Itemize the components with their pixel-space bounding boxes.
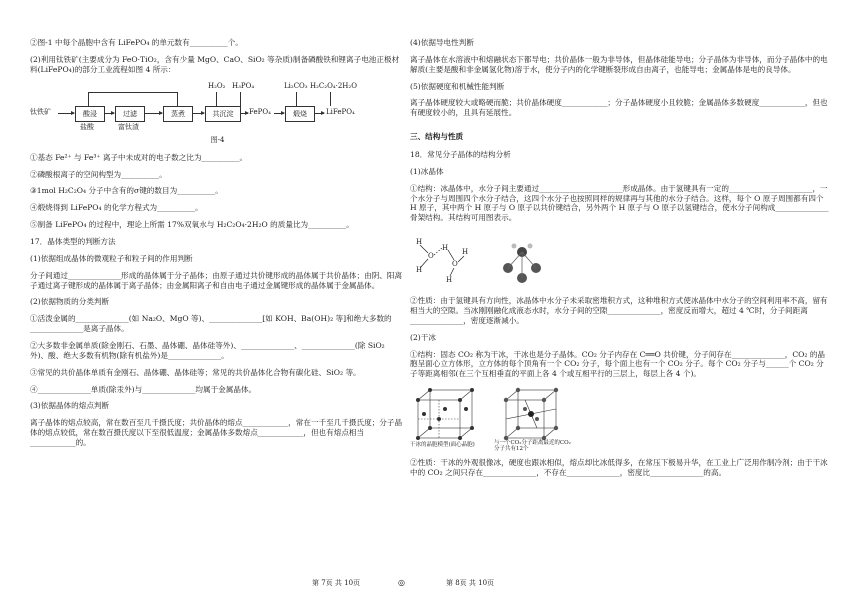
- question-16-sub-5: ⑤制备 LiFePO₄ 的过程中，理论上所需 17%双氧水与 H₂C₂O₄·2H₂O 的质量比为__________。: [30, 220, 354, 230]
- binding-mark-icon: ◎: [398, 578, 405, 587]
- svg-text:H: H: [416, 266, 423, 275]
- reagent-hcl: 盐酸: [80, 122, 94, 131]
- question-16-sub-4: ④煅烧得到 LiFePO₄ 的化学方程式为__________。: [30, 203, 203, 213]
- process-flow-diagram: [30, 82, 405, 134]
- ice-structure-figure: [410, 230, 830, 288]
- flow-end-product: LiFePO₄: [326, 107, 355, 116]
- reagent-oxalic: H₂C₂O₄·2H₂O: [310, 81, 357, 90]
- flow-feed-line: [296, 92, 297, 106]
- flow-arrow: [192, 113, 204, 114]
- question-17-part-3-text: 离子晶体的熔点较高，常在数百至几千摄氏度；共价晶体的熔点____________，常在一千至几千摄氏度；分子晶体的熔点较低，常在数百摄氏度以下至很低温度；金属晶体多数熔点____________，但也有熔点相当____________的。: [30, 418, 403, 447]
- water-hbond-diagram: [410, 230, 570, 288]
- dry-ice-caption-right: 与一个CO₂分子距离最近的CO₂分子共有12个: [494, 440, 571, 453]
- flow-step-calcine: 煅烧: [285, 106, 315, 122]
- flow-step-coprecipitate: 共沉淀: [205, 106, 241, 122]
- question-17-part-5: (5)依据硬度和机械性能判断: [410, 81, 505, 91]
- reagent-h2o2: H₂O₂: [208, 81, 226, 90]
- footer-right-page-number: 第 8页 共 10页: [446, 579, 495, 587]
- question-16-sub-1: ①基态 Fe²⁺ 与 Fe³⁺ 离子中未成对的电子数之比为__________。: [30, 152, 248, 162]
- byproduct-ti-slag: 富钛渣: [118, 122, 139, 131]
- question-18-part-2: (2)干冰: [410, 332, 436, 342]
- question-18-part-2-a: ①结构：固态 CO₂ 称为干冰，干冰也是分子晶体。CO₂ 分子内存在 C══O 共价键，分子间存在______________，CO₂ 的晶胞呈面心立方体形，立方体的每个顶角有一个 CO₂ 分子，每个面上也有一个 CO₂ 分子。每个 CO₂ 分子与______个 CO₂ 分子等距离相邻(在三个互相垂直的平面上各 4 个或互相平行的三层上，每层上各 4 个)。: [410, 349, 826, 379]
- svg-text:O: O: [428, 252, 434, 261]
- question-17-part-4: (4)依据导电性判断: [410, 38, 474, 47]
- flow-arrow: [240, 113, 248, 114]
- footer-left-page-number: 第 7页 共 10页: [312, 579, 361, 587]
- flow-arrow: [104, 113, 114, 114]
- flow-arrow: [274, 113, 284, 114]
- ice-3d-model: [503, 244, 541, 284]
- question-17-part-2: (2)依据物质的分类判断: [30, 297, 110, 307]
- question-16-sub-3: ③1mol H₂C₂O₄ 分子中含有的σ键的数目为__________。: [30, 186, 223, 196]
- flow-mid-product: FePO₄: [249, 107, 271, 116]
- svg-text:H: H: [416, 238, 423, 247]
- flow-arrow: [144, 113, 162, 114]
- reagent-h3po4: H₃PO₄: [232, 81, 255, 90]
- dry-ice-crystal-figures: [410, 386, 830, 452]
- flow-step-filter: 过滤: [115, 106, 145, 122]
- section-heading: 三、结构与性质: [410, 132, 464, 142]
- reagent-li2co3: Li₂CO₃: [284, 81, 308, 90]
- svg-text:H: H: [446, 276, 453, 285]
- question-17-title: 17．晶体类型的判断方法: [30, 236, 116, 246]
- right-column: [410, 38, 830, 485]
- question-17-part-2-b: ②大多数非金属单质(除金刚石、石墨、晶体硼、晶体硅等外)、______________、______________(除 SiO₂ 外)、酸、绝大多数有机物(除有机盐外)是______________。: [30, 340, 385, 360]
- question-18-part-2-b: ②性质：干冰的外观很像冰，硬度也跟冰相似，熔点却比冰低得多，在常压下极易升华，在工业上广泛用作制冷剂；由于干冰中的 CO₂ 之间只存在______________，不存在______________，密度比______________的高。: [410, 458, 828, 478]
- question-18-part-1-b: ②性质：由于氢键具有方向性，冰晶体中水分子未采取密堆积方式，这种堆积方式使冰晶体中水分子的空间利用率不高，留有相当大的空隙。当冰刚刚融化成液态水时，水分子间的空隙______________，密度反而增大，超过 4 ℃时，分子间距离______________，密度逐渐减小。: [410, 296, 828, 325]
- question-17-part-2-a: ①活泼金属的______________(如 Na₂O、MgO 等)、______________[如 KOH、Ba(OH)₂ 等]和绝大多数的______________是离子晶体。: [30, 314, 392, 334]
- question-16-1-2: ②图-1 中每个晶胞中含有 LiFePO₄ 的单元数有__________个。: [30, 38, 243, 47]
- flow-step-boil: 蒸煮: [163, 106, 193, 122]
- question-17-part-1-text: 分子间通过______________形成的晶体属于分子晶体；由原子通过共价键形成的晶体属于共价晶体；由阴、阳离子通过离子键形成的晶体属于离子晶体；由金属阳离子和自由电子通过金属键形成的晶体属于金属晶体。: [30, 270, 403, 290]
- question-18-part-1: (1)冰晶体: [410, 166, 444, 176]
- flow-arrow: [314, 113, 324, 114]
- dry-ice-caption-left: 干冰的晶胞模型(面心晶胞): [410, 442, 475, 449]
- flow-recycle-line: [88, 92, 178, 107]
- flow-feed-line: [240, 92, 241, 106]
- question-18-title: 18．常见分子晶体的结构分析: [410, 150, 511, 160]
- question-16-sub-2: ②磷酸根离子的空间构型为__________。: [30, 169, 167, 179]
- left-column: [30, 38, 405, 455]
- flow-start-label: 钛铁矿: [30, 107, 51, 116]
- flow-step-acid-leach: 酸浸: [75, 106, 105, 122]
- svg-text:H: H: [442, 244, 449, 253]
- question-17-part-5-text: 离子晶体硬度较大或略硬而脆；共价晶体硬度____________；分子晶体硬度小且较脆；金属晶体多数硬度____________，但也有硬度较小的，且具有延展性。: [410, 98, 828, 118]
- question-18-part-1-a: ①结构：冰晶体中，水分子间主要通过______________________形成晶体。由于氢键具有一定的______________________，一个水分子与周围四个水分子结合，这四个水分子也按照同样的规律再与其他的水分子结合。这样，每个 O 原子周围都有四个 H 原子，其中两个 H 原子与 O 原子以共价键结合，另外两个 H 原子与 O 原子以氢键结合，使水分子间构成______________骨架结构。其结构可用图表示。: [410, 183, 829, 223]
- question-16-2-intro: (2)利用钛铁矿(主要成分为 FeO·TiO₂，含有少量 MgO、CaO、SiO₂ 等杂质)制备磷酸铁和锂离子电池正极材料(LiFePO₄)的部分工业流程如图 4 所示：: [30, 54, 400, 74]
- flow-arrow: [58, 113, 74, 114]
- flow-feed-line: [216, 92, 217, 106]
- figure-caption: 图-4: [210, 135, 225, 144]
- flow-feed-line: [330, 92, 331, 106]
- svg-text:O: O: [452, 260, 458, 269]
- question-17-part-4-text: 离子晶体在水溶液中和熔融状态下都导电；共价晶体一般为非导体，但晶体硅能导电；分子晶体为非导体，而分子晶体中的电解质(主要是酸和非金属氢化物)溶于水，使分子内的化学键断裂形成自由离子，也能导电；金属晶体是电的良导体。: [410, 54, 828, 74]
- svg-text:H: H: [462, 248, 469, 257]
- question-17-part-2-c: ③常见的共价晶体单质有金刚石、晶体硼、晶体硅等；常见的共价晶体化合物有碳化硅、SiO₂ 等。: [30, 367, 361, 377]
- question-17-part-3: (3)依据晶体的熔点判断: [30, 401, 110, 411]
- page-footer: [0, 579, 860, 599]
- question-17-part-1: (1)依据组成晶体的微观粒子和粒子间的作用判断: [30, 253, 193, 263]
- question-17-part-2-d: ④______________单质(除汞外)与______________均属于金属晶体。: [30, 384, 257, 394]
